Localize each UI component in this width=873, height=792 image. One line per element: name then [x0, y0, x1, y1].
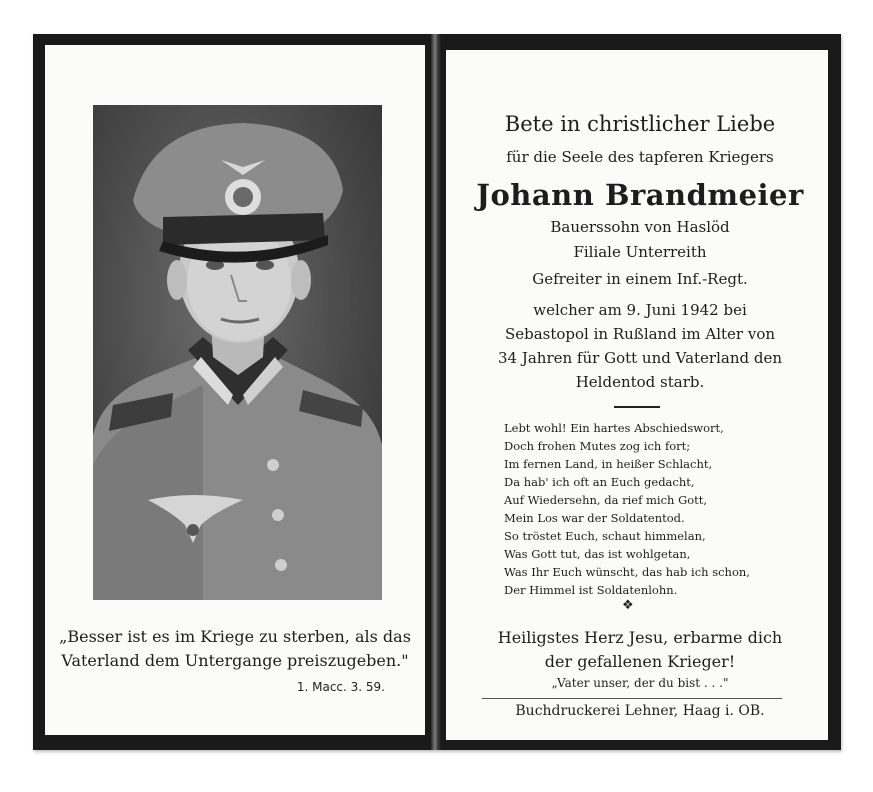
death-line: Sebastopol in Rußland im Alter von [504, 325, 776, 343]
poem-line: Auf Wiedersehn, da rief mich Gott, [504, 493, 708, 507]
death-line: Heldentod starb. [575, 373, 705, 391]
poem-line: Im fernen Land, in heißer Schlacht, [504, 457, 713, 471]
soldier-name: Johann Brandmeier [476, 178, 804, 212]
scripture-quote-line-2: Vaterland dem Untergange preiszugeben." [61, 651, 409, 670]
lords-prayer: „Vater unser, der du bist . . ." [551, 676, 729, 690]
farewell-poem [504, 419, 784, 599]
death-notice [470, 298, 810, 394]
death-line: 34 Jahren für Gott und Vaterland den [497, 349, 782, 367]
scripture-quote-line-1: „Besser ist es im Kriege zu sterben, als das [59, 627, 411, 646]
poem-line: Da hab' ich oft an Euch gedacht, [504, 475, 695, 489]
prayer-heading: Bete in christlicher Liebe [504, 112, 776, 136]
ornament-icon: ❖ [622, 598, 634, 613]
scripture-citation: 1. Macc. 3. 59. [296, 680, 385, 694]
soldier-portrait-icon [93, 105, 382, 600]
poem-line: So tröstet Euch, schaut himmelan, [504, 529, 706, 543]
card-fold [431, 34, 441, 750]
printer-rule [482, 698, 782, 699]
military-rank: Gefreiter in einem Inf.-Regt. [532, 270, 748, 288]
poem-line: Lebt wohl! Ein hartes Abschiedswort, [504, 421, 724, 435]
death-line: welcher am 9. Juni 1942 bei [533, 301, 747, 319]
poem-line: Was Gott tut, das ist wohlgetan, [504, 547, 691, 561]
section-divider [614, 406, 660, 408]
poem-line: Doch frohen Mutes zog ich fort; [504, 439, 691, 453]
printer-credit: Buchdruckerei Lehner, Haag i. OB. [515, 703, 765, 719]
poem-line: Mein Los war der Soldatentod. [504, 511, 685, 525]
prayer-subheading: für die Seele des tapferen Kriegers [506, 148, 774, 166]
sacred-heart-prayer-line-1: Heiligstes Herz Jesu, erbarme dich [497, 628, 783, 647]
origin-line-1: Bauerssohn von Haslöd [550, 218, 730, 236]
poem-line: Was Ihr Euch wünscht, das hab ich schon, [504, 565, 750, 579]
origin-line-2: Filiale Unterreith [573, 243, 707, 261]
soldier-photo [93, 105, 382, 600]
poem-line: Der Himmel ist Soldatenlohn. [504, 583, 678, 597]
sacred-heart-prayer-line-2: der gefallenen Krieger! [544, 652, 736, 671]
